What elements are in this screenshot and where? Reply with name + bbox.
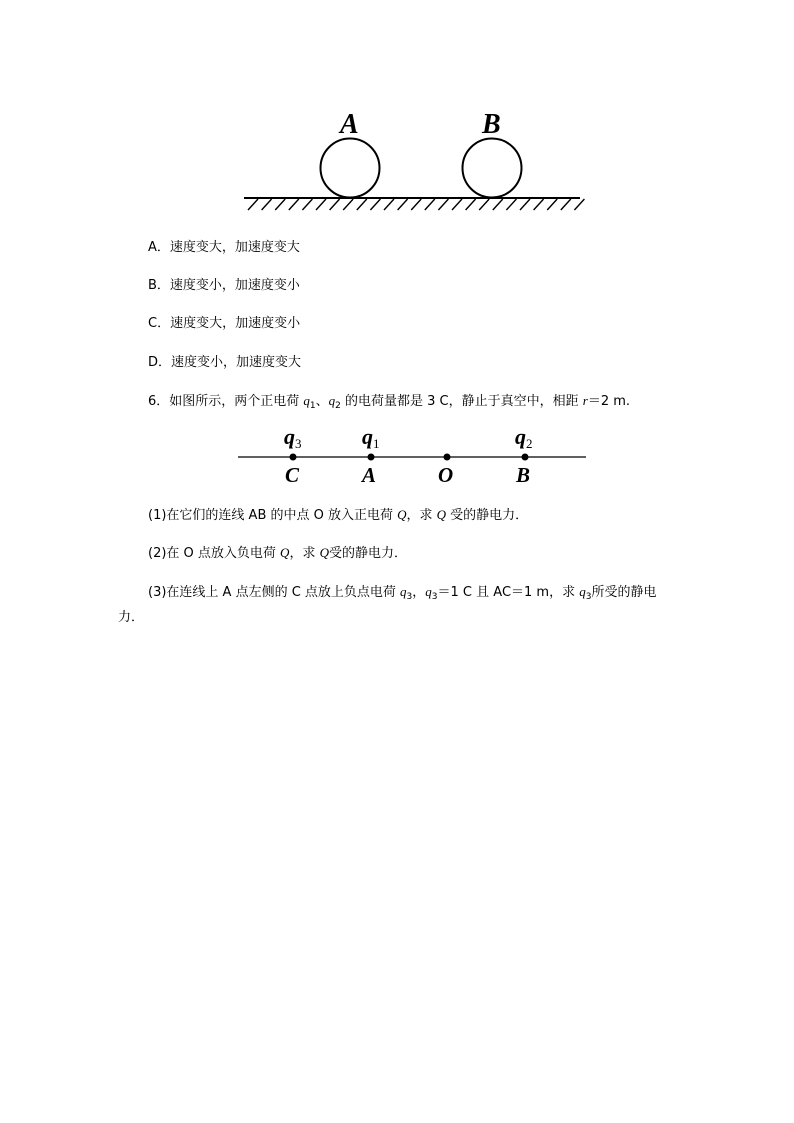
point-o-dot	[444, 454, 451, 461]
point-c-label: C	[285, 463, 300, 487]
sub-question-3-cont: 力．	[118, 610, 145, 625]
charges-line-figure	[232, 420, 592, 490]
hatch-mark	[493, 199, 503, 210]
sq2-end: 受的静电力．	[328, 546, 407, 561]
ball-a-label: A	[340, 109, 359, 140]
sub-question-3	[0, 583, 794, 602]
ball-b	[463, 139, 522, 198]
q1-label: q1	[362, 424, 380, 451]
q6-r-var: r	[582, 393, 588, 408]
sq3-q: q	[400, 584, 407, 599]
option-a: A．速度变大，加速度变大	[148, 240, 300, 255]
point-a-label: A	[362, 463, 377, 487]
hatch-mark	[425, 199, 435, 210]
sq3-q2: q	[425, 584, 432, 599]
hatch-mark	[452, 199, 462, 210]
q2-label-sub: 2	[526, 436, 533, 451]
sq3-q3-sub: 3	[585, 592, 592, 602]
ball-a	[321, 139, 380, 198]
sq1-q: Q	[397, 507, 407, 522]
sub-question-2	[0, 544, 794, 563]
sq3-q2-sub: 3	[431, 592, 438, 602]
hatch-mark	[330, 199, 340, 210]
hatch-mark	[316, 199, 326, 210]
q6-q1: q	[303, 393, 310, 408]
sq1-end: 受的静电力．	[446, 508, 529, 523]
sq2-mid: ，求	[289, 546, 320, 561]
q1-label-sub: 1	[373, 436, 380, 451]
hatch-mark	[398, 199, 408, 210]
point-b-label: B	[516, 463, 531, 487]
sq3-q-sub: 3	[406, 592, 413, 602]
hatch-mark	[248, 199, 258, 210]
q6-intro-pre: 6．如图所示，两个正电荷	[148, 394, 304, 409]
q6-sep: 、	[315, 394, 329, 409]
hatch-mark	[370, 199, 380, 210]
sq3-mid: ，	[412, 585, 426, 600]
q3-label-sub: 3	[295, 436, 302, 451]
q6-q2: q	[328, 393, 336, 408]
hatch-mark	[574, 199, 584, 210]
sq3-end: 所受的静电	[591, 585, 657, 600]
sq3-mid2: ＝1 C 且 AC＝1 m，求	[437, 585, 580, 600]
hatch-mark	[506, 199, 516, 210]
hatch-mark	[343, 199, 353, 210]
sq2-q2: Q	[319, 545, 329, 560]
sq1-pre: (1)在它们的连线 AB 的中点 O 放入正电荷	[148, 508, 398, 523]
point-b-dot	[522, 454, 529, 461]
hatch-mark	[547, 199, 557, 210]
sq2-pre: (2)在 O 点放入负电荷	[148, 546, 281, 561]
hatch-mark	[275, 199, 285, 210]
option-d: D．速度变小，加速度变大	[148, 355, 302, 370]
option-c: C．速度变大，加速度变小	[148, 316, 301, 331]
sq3-q3: q	[579, 584, 586, 599]
hatch-mark	[466, 199, 476, 210]
question-6-intro	[0, 392, 794, 411]
q6-intro-mid: 的电荷量都是 3 C，静止于真空中，相距	[340, 394, 583, 409]
q6-q2-sub: 2	[335, 401, 341, 411]
point-a-dot	[368, 454, 375, 461]
sq1-mid: ，求	[406, 508, 437, 523]
sq1-q2: Q	[436, 507, 447, 522]
ground-hatching	[248, 199, 584, 210]
hatch-mark	[438, 199, 448, 210]
sq2-q: Q	[280, 545, 290, 560]
q3-label: q3	[284, 424, 302, 451]
q2-label: q2	[515, 424, 533, 451]
hatch-mark	[357, 199, 367, 210]
q6-intro-end: ＝2 m.	[587, 394, 631, 409]
sub-question-1	[0, 506, 794, 525]
hatch-mark	[534, 199, 544, 210]
hatch-mark	[262, 199, 272, 210]
hatch-mark	[561, 199, 571, 210]
hatch-mark	[289, 199, 299, 210]
option-b: B．速度变小，加速度变小	[148, 278, 300, 293]
point-o-label: O	[438, 463, 454, 487]
q6-q1-sub: 1	[309, 401, 316, 411]
ball-b-label: B	[482, 109, 501, 140]
hatch-mark	[411, 199, 421, 210]
two-balls-figure	[236, 100, 586, 216]
point-c-dot	[290, 454, 297, 461]
hatch-mark	[384, 199, 394, 210]
hatch-mark	[520, 199, 530, 210]
sq3-pre: (3)在连线上 A 点左侧的 C 点放上负点电荷	[148, 585, 401, 600]
hatch-mark	[479, 199, 489, 210]
hatch-mark	[302, 199, 312, 210]
